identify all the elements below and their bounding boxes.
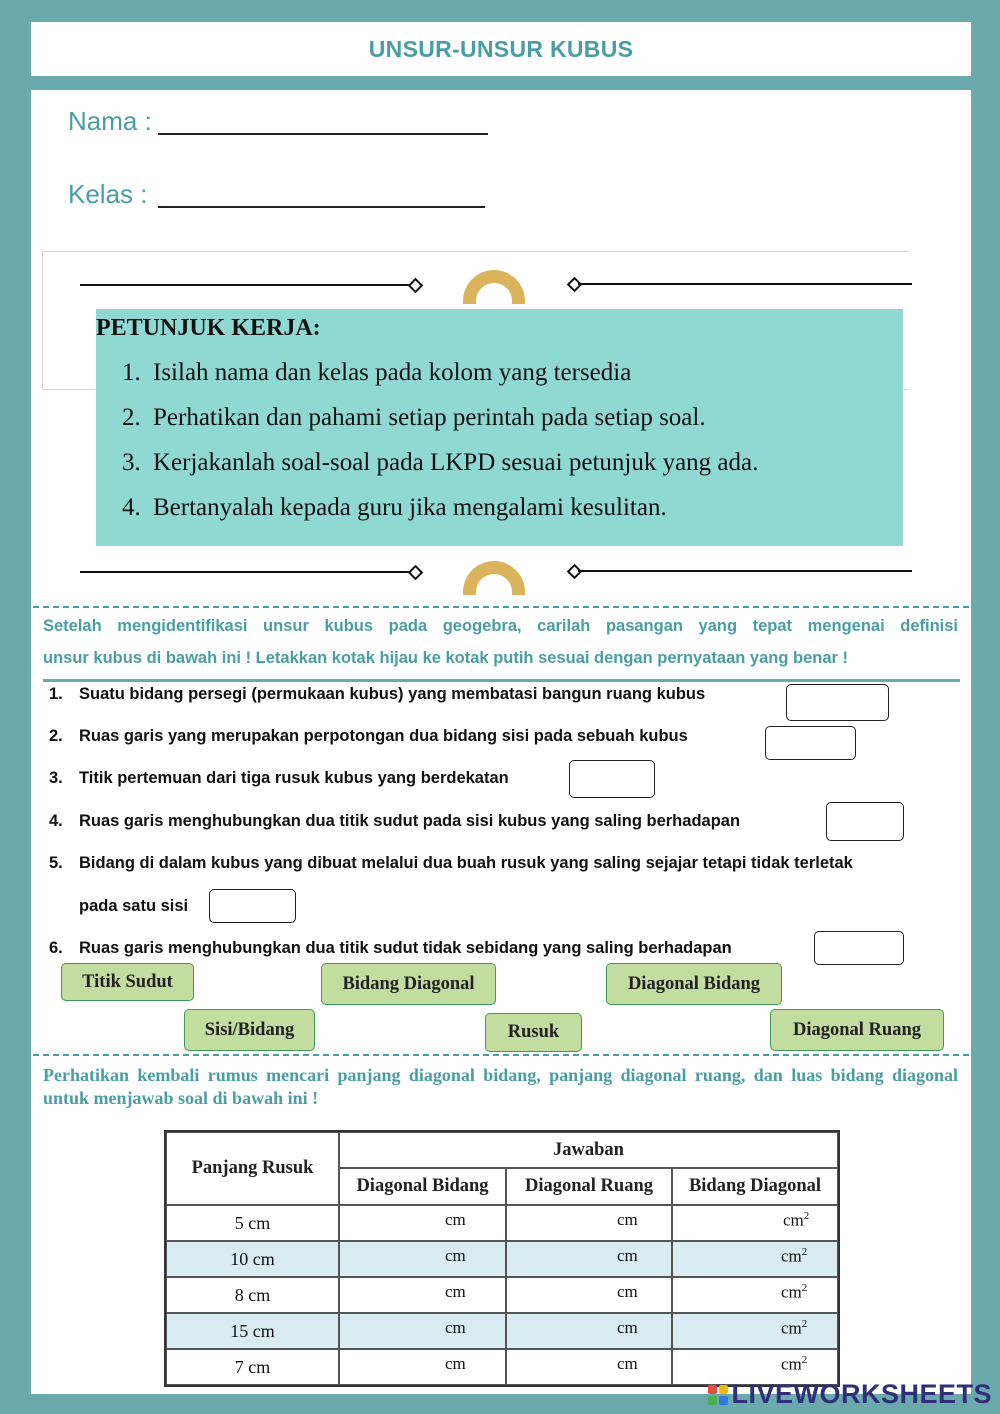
question-number: 1.	[49, 685, 63, 703]
instruction-box	[96, 309, 903, 546]
section-divider	[33, 606, 969, 608]
table-row	[166, 1313, 838, 1349]
kelas-label: Kelas :	[68, 179, 148, 209]
liveworksheets-logo	[708, 1379, 992, 1410]
question-text: Titik pertemuan dari tiga rusuk kubus yang berdekatan	[79, 769, 509, 787]
table-row	[166, 1205, 838, 1241]
answer-chip-titik-sudut[interactable]: Titik Sudut	[61, 963, 194, 1001]
answer-input-cell[interactable]: $cm^2$	[672, 1349, 838, 1385]
question-number: 3.	[49, 769, 63, 787]
section-divider	[33, 1054, 969, 1056]
answer-chip-diagonal-ruang[interactable]: Diagonal Ruang	[770, 1009, 944, 1051]
table-column-header: Diagonal Bidang	[339, 1168, 506, 1205]
answer-input-cell[interactable]: cm	[339, 1205, 506, 1241]
answer-input-cell[interactable]: cm	[339, 1349, 506, 1385]
rusuk-value: 5 cm	[166, 1205, 339, 1241]
table-column-header: Diagonal Ruang	[506, 1168, 672, 1205]
table-header-jawaban: Jawaban	[339, 1132, 838, 1168]
divider-line	[578, 570, 912, 572]
instruction-item: 1. Isilah nama dan kelas pada kolom yang tersedia	[122, 359, 632, 386]
question-number: 4.	[49, 812, 63, 830]
question-number: 5.	[49, 854, 63, 872]
answer-input-cell[interactable]: $cm^2$	[672, 1205, 838, 1241]
rusuk-value: 15 cm	[166, 1313, 339, 1349]
question-text: Suatu bidang persegi (permukaan kubus) yang membatasi bangun ruang kubus	[79, 685, 706, 703]
divider-line	[578, 283, 912, 285]
rusuk-value: 10 cm	[166, 1241, 339, 1277]
answer-input-cell[interactable]: cm	[506, 1277, 672, 1313]
answer-input-cell[interactable]: cm	[339, 1241, 506, 1277]
answer-input-cell[interactable]: $cm^2$	[672, 1313, 838, 1349]
section2-intro: Perhatikan kembali rumus mencari panjang diagonal bidang, panjang diagonal ruang, dan luas bidang diagonal untuk menjawab soal di bawah ini !	[43, 1065, 958, 1108]
logo-mark-icon	[708, 1385, 728, 1405]
section1-intro-line: Setelah mengidentifikasi unsur kubus pada geogebra, carilah pasangan yang tepat mengenai definisi	[43, 617, 958, 635]
answer-table	[164, 1130, 840, 1387]
answer-input-cell[interactable]: cm	[506, 1313, 672, 1349]
table-row	[166, 1241, 838, 1277]
answer-input-cell[interactable]: cm	[339, 1313, 506, 1349]
answer-input-cell[interactable]: cm	[506, 1349, 672, 1385]
answer-chip-diagonal-bidang[interactable]: Diagonal Bidang	[606, 963, 782, 1005]
answer-drop-box[interactable]	[826, 802, 904, 841]
answer-chip-rusuk[interactable]: Rusuk	[485, 1013, 582, 1052]
answer-input-cell[interactable]: cm	[339, 1277, 506, 1313]
section1-intro-line: unsur kubus di bawah ini ! Letakkan kotak hijau ke kotak putih sesuai dengan pernyataan yang benar !	[43, 649, 849, 667]
rusuk-value: 7 cm	[166, 1349, 339, 1385]
logo-square	[708, 1396, 717, 1405]
instruction-item: 3. Kerjakanlah soal-soal pada LKPD sesuai petunjuk yang ada.	[122, 449, 759, 476]
page-title: UNSUR-UNSUR KUBUS	[31, 22, 971, 76]
rusuk-value: 8 cm	[166, 1277, 339, 1313]
instruction-heading: PETUNJUK KERJA:	[96, 315, 321, 341]
nama-input-line[interactable]	[158, 133, 488, 135]
table-row	[166, 1277, 838, 1313]
answer-drop-box[interactable]	[786, 684, 889, 721]
question-text: Ruas garis menghubungkan dua titik sudut tidak sebidang yang saling berhadapan	[79, 939, 732, 957]
answer-input-cell[interactable]: $cm^2$	[672, 1277, 838, 1313]
question-number: 6.	[49, 939, 63, 957]
kelas-input-line[interactable]	[158, 206, 485, 208]
answer-drop-box[interactable]	[814, 931, 904, 965]
answer-input-cell[interactable]: cm	[506, 1241, 672, 1277]
logo-square	[719, 1396, 728, 1405]
instruction-item: 2. Perhatikan dan pahami setiap perintah pada setiap soal.	[122, 404, 706, 431]
divider-line	[80, 571, 411, 573]
answer-input-cell[interactable]: $cm^2$	[672, 1241, 838, 1277]
answer-drop-box[interactable]	[209, 889, 296, 923]
logo-text: LIVEWORKSHEETS	[731, 1379, 992, 1409]
section-divider	[43, 679, 960, 682]
question-number: 2.	[49, 727, 63, 745]
table-column-header: Bidang Diagonal	[672, 1168, 838, 1205]
answer-chip-bidang-diagonal[interactable]: Bidang Diagonal	[321, 963, 496, 1005]
divider-line	[80, 284, 411, 286]
question-text: Ruas garis yang merupakan perpotongan dua bidang sisi pada sebuah kubus	[79, 727, 688, 745]
answer-input-cell[interactable]: cm	[506, 1205, 672, 1241]
answer-drop-box[interactable]	[765, 726, 856, 760]
logo-square	[719, 1385, 728, 1394]
question-text: pada satu sisi	[79, 897, 189, 915]
table-header-rusuk: Panjang Rusuk	[166, 1132, 339, 1205]
nama-label: Nama :	[68, 106, 152, 136]
question-text: Bidang di dalam kubus yang dibuat melalui dua buah rusuk yang saling sejajar tetapi tidak terletak	[79, 854, 853, 872]
answer-drop-box[interactable]	[569, 760, 655, 798]
instruction-item: 4. Bertanyalah kepada guru jika mengalami kesulitan.	[122, 494, 667, 521]
logo-square	[708, 1385, 717, 1394]
question-text: Ruas garis menghubungkan dua titik sudut pada sisi kubus yang saling berhadapan	[79, 812, 741, 830]
answer-chip-sisi-bidang[interactable]: Sisi/Bidang	[184, 1009, 315, 1051]
